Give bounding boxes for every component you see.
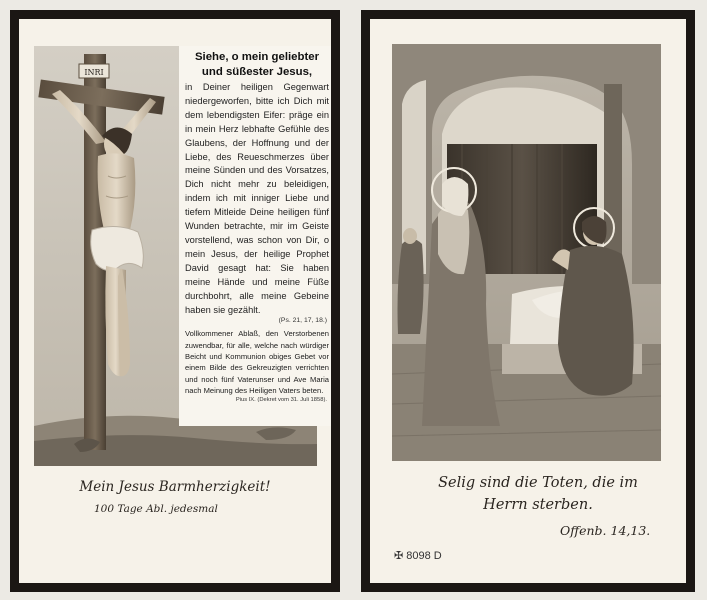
cross-mark-icon: ✠ [394,550,404,562]
decree-note: Pius IX. (Dekret vom 31. Juli 1858). [235,397,327,404]
deathbed-illustration [392,44,661,461]
deathbed-scene-image [392,44,661,461]
left-card-inner [19,19,331,583]
left-caption: Mein Jesus Barmherzigkeit! [79,479,271,495]
prayer-text: in Deiner heiligen Gegenwart niedergeworfen, bitte ich Dich mit dem lebendigsten Eifer: präge ein in mein Herz lebhafte Gefühle des Glaubens, der Hoffnung und der Liebe, des Reueschmerzes über meine Sünden und des Vorsatzes, Dich nicht mehr zu beleidigen, indem ich mit inniger Liebe und tiefem Mitleide Deine heiligen fünf Wunden betrachte, mir im Geiste vorstellend, was schon von Dir, o mein Jesus, der heilige Prophet David gesagt hat: Sie haben meine Hände und meine Füße durchbohrt, alle meine Gebeine haben sie gezählt. [185,82,329,315]
right-caption-line2: Herrn sterben. [483,497,593,513]
right-memorial-card [361,10,695,592]
left-sub-caption: 100 Tage Abl. jedesmal [94,503,218,515]
indulgence-text: Vollkommener Ablaß, den Verstorbenen zuwendbar, für alle, welche nach würdiger Beicht und Kommunion obiges Gebet vor einem Bilde des Gekreuzigten verrichten und noch fünf Vaterunser und Ave Maria nach Meinung des Heiligen Vaters beten. [185,329,329,395]
prayer-panel [179,46,331,426]
print-code [394,549,442,562]
bible-reference: Offenb. 14,13. [560,523,651,538]
right-caption [410,472,666,516]
left-memorial-card [10,10,340,592]
crucifix-image [34,46,329,466]
prayer-title: Siehe, o mein geliebter und süßester Jesus, [194,51,320,78]
print-code-number: 8098 D [406,550,442,562]
right-card-inner [370,19,686,583]
prayer-citation: (Ps. 21, 17, 18.) [278,317,327,325]
right-caption-line1: Selig sind die Toten, die im [438,475,638,491]
inri-sign: INRI [84,68,104,77]
